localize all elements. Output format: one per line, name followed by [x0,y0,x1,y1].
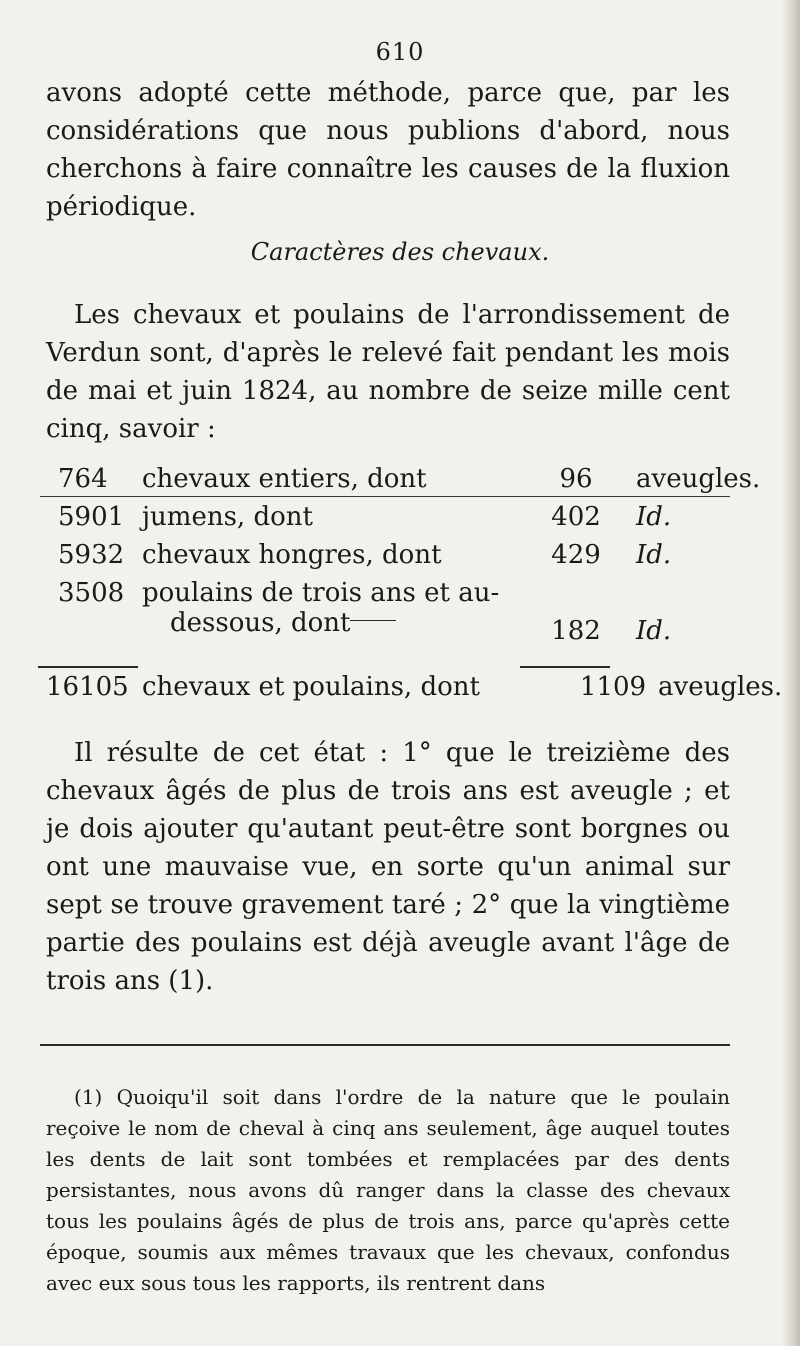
total-count: 1109 [579,672,647,702]
total-status: aveugles. [658,672,783,702]
table-row [46,578,730,654]
paragraph-conclusion: Il résulte de cet état : 1° que le treizième des chevaux âgés de plus de trois ans est aveugle ; et je dois ajouter qu'autant peut-être sont borgnes ou ont une mauvaise vue, en sorte qu'un animal sur sept se trouve gravement taré ; 2° que la vingtième partie des poulains est déjà aveugle avant l'âge de trois ans (1). [46,738,730,996]
total-description: chevaux et poulains, dont [142,672,480,702]
section-heading: Caractères des chevaux. [250,238,550,266]
row-status: Id. [636,540,672,570]
row-description-line1: poulains de trois ans et au- [142,578,500,608]
page-edge-shadow [782,0,800,1346]
row-number: 5901 [58,502,125,532]
row-status: aveugles. [636,464,761,494]
footnote-rule [40,1044,730,1046]
row-description: chevaux hongres, dont [142,540,442,570]
table-short-rule [350,620,396,621]
row-description [142,578,522,638]
table-row [46,540,730,578]
row-count: 429 [551,540,601,570]
row-number: 3508 [58,578,125,608]
row-count: 402 [551,502,601,532]
total-rule-right [520,666,610,668]
row-description: chevaux entiers, dont [142,464,427,494]
table-row [46,502,730,540]
horse-census-table [46,464,761,654]
table-row [46,464,761,502]
row-number: 5932 [58,540,125,570]
row-status: Id. [636,502,672,532]
row-description: jumens, dont [142,502,313,532]
row-description-line2: dessous, dont [170,608,351,638]
row-count: 182 [551,616,601,646]
footnote: (1) Quoiqu'il soit dans l'ordre de la nature que le poulain reçoive le nom de cheval à cinq ans seulement, âge auquel toutes les dents de lait sont tombées et remplacées par des dents persistantes, nous avons dû ranger dans la classe des chevaux tous les poulains âgés de plus de trois ans, parce qu'après cette époque, soumis aux mêmes travaux que les chevaux, confondus avec eux sous tous les rapports, ils rentrent dans [46,1085,730,1295]
table-total-row [46,672,783,710]
total-number: 16105 [46,672,129,702]
page-number: 610 [375,38,425,66]
row-number: 764 [58,464,108,494]
row-status: Id. [636,616,672,646]
row-count: 96 [559,464,593,494]
paragraph-intro: avons adopté cette méthode, parce que, par les considérations que nous publions d'abord, nous cherchons à faire connaître les causes de la fluxion périodique. [46,78,730,222]
total-rule-left [38,666,138,668]
paragraph-census: Les chevaux et poulains de l'arrondissement de Verdun sont, d'après le relevé fait pendant les mois de mai et juin 1824, au nombre de seize mille cent cinq, savoir : [46,300,730,444]
